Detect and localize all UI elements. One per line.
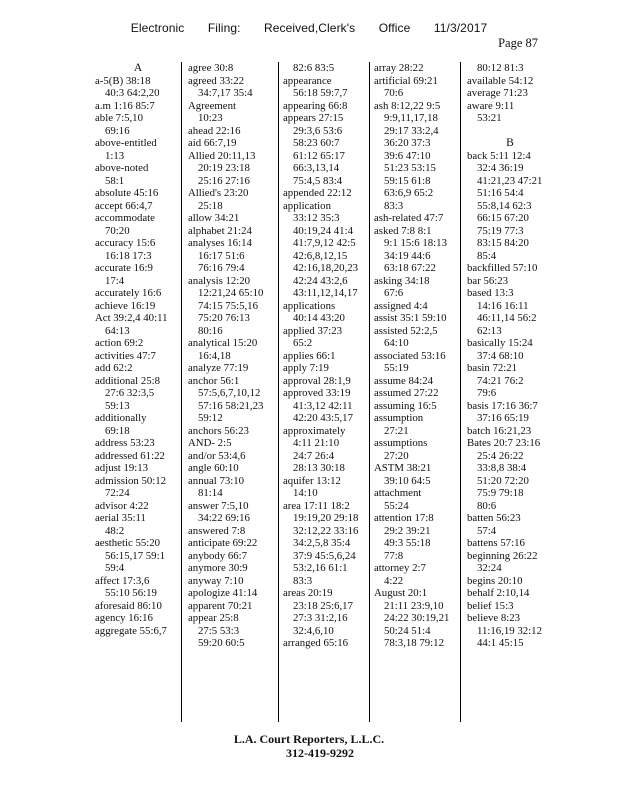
index-entry: applies 66:1 bbox=[283, 349, 336, 362]
index-entry: asking 34:18 bbox=[374, 274, 430, 287]
index-continuation: 63:6,9 65:2 bbox=[384, 187, 434, 199]
index-entry: begins 20:10 bbox=[467, 574, 523, 587]
index-column bbox=[467, 62, 553, 650]
index-continuation: 59:15 61:8 bbox=[384, 174, 431, 187]
header-received: Received,Clerk's bbox=[264, 21, 356, 35]
header-filing: Filing: bbox=[207, 21, 241, 35]
index-entry: aid 66:7,19 bbox=[188, 137, 237, 149]
index-continuation: 9:9,11,17,18 bbox=[384, 112, 438, 124]
index-entry: area 17:11 18:2 bbox=[283, 499, 350, 512]
index-entry: anymore 30:9 bbox=[188, 562, 248, 574]
index-entry: allow 34:21 bbox=[188, 212, 240, 224]
index-continuation: 76:16 79:4 bbox=[198, 262, 245, 274]
index-continuation: 24:7 26:4 bbox=[293, 449, 335, 462]
index-entry: attorney 2:7 bbox=[374, 562, 426, 574]
index-entry: basin 72:21 bbox=[467, 362, 518, 374]
column-divider bbox=[181, 62, 182, 722]
index-continuation: 55:8,14 62:3 bbox=[477, 199, 532, 212]
index-entry: address 53:23 bbox=[95, 437, 155, 449]
index-continuation: 10:23 bbox=[198, 112, 223, 124]
index-continuation: 16:18 17:3 bbox=[105, 249, 152, 262]
index-continuation: 29:17 33:2,4 bbox=[384, 124, 439, 137]
index-continuation: 33:8,8 38:4 bbox=[477, 462, 527, 474]
index-entry: above-entitled bbox=[95, 137, 157, 149]
index-continuation: 25:18 bbox=[198, 199, 223, 212]
index-column bbox=[374, 62, 460, 650]
index-continuation: 64:10 bbox=[384, 337, 409, 349]
index-entry: anchors 56:23 bbox=[188, 424, 249, 437]
index-entry: addressed 61:22 bbox=[95, 449, 165, 462]
index-entry: apply 7:19 bbox=[283, 362, 329, 374]
index-continuation: 80:12 81:3 bbox=[477, 62, 524, 74]
footer-phone: 312-419-9292 bbox=[286, 746, 354, 760]
index-continuation: 67:6 bbox=[384, 287, 404, 299]
index-entry: application bbox=[283, 199, 331, 212]
index-entry: aquifer 13:12 bbox=[283, 474, 341, 487]
index-entry: attention 17:8 bbox=[374, 512, 434, 524]
index-entry: anybody 66:7 bbox=[188, 549, 248, 562]
index-entry: applied 37:23 bbox=[283, 324, 343, 337]
index-entry: approved 33:19 bbox=[283, 387, 351, 399]
index-entry: ASTM 38:21 bbox=[374, 462, 432, 474]
index-continuation: 41:7,9,12 42:5 bbox=[293, 237, 356, 249]
index-continuation: 42:16,18,20,23 bbox=[293, 262, 359, 274]
index-continuation: 1:13 bbox=[105, 149, 125, 162]
index-continuation: 25:4 26:22 bbox=[477, 449, 524, 462]
index-entry: based 13:3 bbox=[467, 287, 514, 299]
index-continuation: 32:4 36:19 bbox=[477, 162, 524, 174]
index-continuation: 32:24 bbox=[477, 562, 502, 574]
index-entry: appear 25:8 bbox=[188, 612, 239, 624]
index-continuation: 16:17 51:6 bbox=[198, 249, 245, 262]
index-entry: agreed 33:22 bbox=[188, 74, 245, 87]
index-entry: assigned 4:4 bbox=[374, 299, 428, 312]
efiling-header bbox=[0, 21, 618, 35]
header-date: 11/3/2017 bbox=[433, 21, 488, 35]
index-entry: accept 66:4,7 bbox=[95, 199, 153, 212]
index-entry: anchor 56:1 bbox=[188, 374, 240, 387]
index-entry: batten 56:23 bbox=[467, 512, 521, 524]
index-entry: Bates 20:7 23:16 bbox=[467, 437, 541, 449]
index-continuation: 58:1 bbox=[105, 174, 125, 187]
index-entry: appearing 66:8 bbox=[283, 99, 348, 112]
index-entry: applications bbox=[283, 299, 336, 312]
index-entry: assume 84:24 bbox=[374, 374, 434, 387]
index-continuation: 14:10 bbox=[293, 487, 318, 499]
index-entry: advisor 4:22 bbox=[95, 499, 149, 512]
index-entry: assumption bbox=[374, 412, 424, 424]
page-number: Page 87 bbox=[498, 36, 538, 50]
index-continuation: 69:16 bbox=[105, 124, 130, 137]
index-entry: analyses 16:14 bbox=[188, 237, 252, 249]
index-entry: achieve 16:19 bbox=[95, 299, 156, 312]
index-column bbox=[95, 62, 181, 637]
index-continuation: 20:19 23:18 bbox=[198, 162, 250, 174]
index-continuation: 34:22 69:16 bbox=[198, 512, 250, 524]
index-entry: and/or 53:4,6 bbox=[188, 449, 246, 462]
index-continuation: 80:16 bbox=[198, 324, 223, 337]
index-entry: apparent 70:21 bbox=[188, 599, 253, 612]
index-entry: batch 16:21,23 bbox=[467, 424, 532, 437]
index-entry: assuming 16:5 bbox=[374, 399, 437, 412]
index-continuation: 34:7,17 35:4 bbox=[198, 87, 253, 99]
index-continuation: 61:12 65:17 bbox=[293, 149, 345, 162]
index-entry: available 54:12 bbox=[467, 74, 534, 87]
index-continuation: 42:20 43:5,17 bbox=[293, 412, 353, 424]
index-continuation: 70:6 bbox=[384, 87, 404, 99]
index-entry: assumptions bbox=[374, 437, 428, 449]
index-continuation: 74:21 76:2 bbox=[477, 374, 524, 387]
index-continuation: 83:3 bbox=[384, 199, 404, 212]
index-entry: aforesaid 86:10 bbox=[95, 599, 162, 612]
index-entry: adjust 19:13 bbox=[95, 462, 149, 474]
index-entry: August 20:1 bbox=[374, 587, 428, 599]
index-continuation: 21:11 23:9,10 bbox=[384, 599, 444, 612]
index-continuation: 53:2,16 61:1 bbox=[293, 562, 348, 574]
index-entry: average 71:23 bbox=[467, 87, 528, 99]
index-entry: attachment bbox=[374, 487, 422, 499]
index-entry: asked 7:8 8:1 bbox=[374, 224, 432, 237]
index-continuation: 44:1 45:15 bbox=[477, 637, 524, 649]
index-continuation: 29:3,6 53:6 bbox=[293, 124, 343, 137]
index-continuation: 70:20 bbox=[105, 224, 130, 237]
index-continuation: 34:2,5,8 35:4 bbox=[293, 537, 351, 549]
index-continuation: 79:6 bbox=[477, 387, 497, 399]
footer bbox=[0, 732, 618, 760]
index-entry: additional 25:8 bbox=[95, 374, 161, 387]
index-entry: assisted 52:2,5 bbox=[374, 324, 438, 337]
index-continuation: 39:10 64:5 bbox=[384, 474, 431, 487]
index-entry: accurate 16:9 bbox=[95, 262, 153, 274]
index-entry: anyway 7:10 bbox=[188, 574, 244, 587]
index-entry: arranged 65:16 bbox=[283, 637, 349, 649]
index-entry: analyze 77:19 bbox=[188, 362, 249, 374]
index-entry: aware 9:11 bbox=[467, 99, 515, 112]
index-entry: agree 30:8 bbox=[188, 62, 234, 74]
index-column bbox=[283, 62, 369, 650]
index-entry: belief 15:3 bbox=[467, 599, 514, 612]
index-entry: artificial 69:21 bbox=[374, 74, 438, 87]
index-continuation: 11:16,19 32:12 bbox=[477, 624, 542, 637]
word-index bbox=[87, 62, 543, 722]
index-entry: ash 8:12,22 9:5 bbox=[374, 99, 441, 112]
index-continuation: 55:19 bbox=[384, 362, 409, 374]
header-office: Office bbox=[378, 21, 411, 35]
index-continuation: 12:21,24 65:10 bbox=[198, 287, 264, 299]
index-continuation: 64:13 bbox=[105, 324, 130, 337]
index-continuation: 27:5 53:3 bbox=[198, 624, 240, 637]
index-entry: affect 17:3,6 bbox=[95, 574, 150, 587]
index-entry: associated 53:16 bbox=[374, 349, 446, 362]
index-continuation: 80:6 bbox=[477, 499, 497, 512]
index-continuation: 29:2 39:21 bbox=[384, 524, 431, 537]
index-continuation: 55:24 bbox=[384, 499, 409, 512]
index-continuation: 65:2 bbox=[293, 337, 313, 349]
index-continuation: 23:18 25:6,17 bbox=[293, 599, 353, 612]
index-entry: back 5:11 12:4 bbox=[467, 149, 531, 162]
index-entry: array 28:22 bbox=[374, 62, 424, 74]
index-entry: admission 50:12 bbox=[95, 474, 167, 487]
index-entry: apologize 41:14 bbox=[188, 587, 258, 599]
index-continuation: 39:6 47:10 bbox=[384, 149, 431, 162]
index-continuation: 75:4,5 83:4 bbox=[293, 174, 343, 187]
index-entry: angle 60:10 bbox=[188, 462, 239, 474]
column-divider bbox=[460, 62, 461, 722]
index-continuation: 42:24 43:2,6 bbox=[293, 274, 348, 287]
index-entry: approximately bbox=[283, 424, 346, 437]
index-entry: ash-related 47:7 bbox=[374, 212, 444, 224]
index-entry: action 69:2 bbox=[95, 337, 144, 349]
index-entry: AND- 2:5 bbox=[188, 437, 232, 449]
index-continuation: 43:11,12,14,17 bbox=[293, 287, 358, 299]
index-continuation: 82:6 83:5 bbox=[293, 62, 335, 74]
index-continuation: 48:2 bbox=[105, 524, 125, 537]
index-continuation: 75:9 79:18 bbox=[477, 487, 524, 499]
index-entry: anticipate 69:22 bbox=[188, 537, 258, 549]
index-entry: bar 56:23 bbox=[467, 274, 509, 287]
index-continuation: 42:6,8,12,15 bbox=[293, 249, 348, 262]
index-continuation: 59:13 bbox=[105, 399, 130, 412]
index-continuation: 46:11,14 56:2 bbox=[477, 312, 537, 324]
index-continuation: 56:18 59:7,7 bbox=[293, 87, 348, 99]
index-entry: basis 17:16 36:7 bbox=[467, 399, 538, 412]
index-entry: analysis 12:20 bbox=[188, 274, 251, 287]
index-entry: Act 39:2,4 40:11 bbox=[95, 312, 168, 324]
index-continuation: 59:20 60:5 bbox=[198, 637, 245, 649]
index-entry: ahead 22:16 bbox=[188, 124, 241, 137]
index-entry: analytical 15:20 bbox=[188, 337, 258, 349]
index-continuation: 41:21,23 47:21 bbox=[477, 174, 543, 187]
index-entry: aesthetic 55:20 bbox=[95, 537, 161, 549]
index-continuation: 14:16 16:11 bbox=[477, 299, 529, 312]
index-continuation: 9:1 15:6 18:13 bbox=[384, 237, 447, 249]
index-continuation: 51:23 53:15 bbox=[384, 162, 436, 174]
index-continuation: 75:19 77:3 bbox=[477, 224, 524, 237]
index-continuation: 19:19,20 29:18 bbox=[293, 512, 359, 524]
index-column bbox=[188, 62, 278, 650]
column-divider bbox=[278, 62, 279, 722]
index-entry: beginning 26:22 bbox=[467, 549, 538, 562]
index-continuation: 40:19,24 41:4 bbox=[293, 224, 353, 237]
index-continuation: 4:22 bbox=[384, 574, 404, 587]
index-continuation: 32:12,22 33:16 bbox=[293, 524, 359, 537]
index-continuation: 37:9 45:5,6,24 bbox=[293, 549, 356, 562]
index-continuation: 63:18 67:22 bbox=[384, 262, 436, 274]
index-entry: battens 57:16 bbox=[467, 537, 525, 549]
index-continuation: 37:16 65:19 bbox=[477, 412, 529, 424]
index-entry: aggregate 55:6,7 bbox=[95, 624, 167, 637]
index-entry: additionally bbox=[95, 412, 147, 424]
index-continuation: 41:3,12 42:11 bbox=[293, 399, 353, 412]
index-continuation: 37:4 68:10 bbox=[477, 349, 524, 362]
header-electronic: Electronic bbox=[130, 21, 185, 35]
index-continuation: 66:3,13,14 bbox=[293, 162, 340, 174]
index-continuation: 72:24 bbox=[105, 487, 130, 499]
index-continuation: 62:13 bbox=[477, 324, 502, 337]
index-continuation: 85:4 bbox=[477, 249, 497, 262]
index-continuation: 59:4 bbox=[105, 562, 125, 574]
index-continuation: 40:3 64:2,20 bbox=[105, 87, 160, 99]
index-continuation: 40:14 43:20 bbox=[293, 312, 345, 324]
index-continuation: 24:22 30:19,21 bbox=[384, 612, 450, 624]
index-continuation: 74:15 75:5,16 bbox=[198, 299, 258, 312]
index-entry: accurately 16:6 bbox=[95, 287, 162, 299]
index-continuation: 83:3 bbox=[293, 574, 313, 587]
index-continuation: 81:14 bbox=[198, 487, 223, 499]
index-continuation: 51:20 72:20 bbox=[477, 474, 529, 487]
index-entry: able 7:5,10 bbox=[95, 112, 143, 124]
index-continuation: 58:23 60:7 bbox=[293, 137, 340, 149]
index-continuation: 57:4 bbox=[477, 524, 497, 537]
index-entry: absolute 45:16 bbox=[95, 187, 159, 199]
index-entry: answer 7:5,10 bbox=[188, 499, 249, 512]
index-continuation: 55:10 56:19 bbox=[105, 587, 157, 599]
section-letter: A bbox=[133, 62, 143, 74]
index-continuation: 75:20 76:13 bbox=[198, 312, 250, 324]
index-entry: believe 8:23 bbox=[467, 612, 521, 624]
index-entry: appears 27:15 bbox=[283, 112, 344, 124]
index-entry: answered 7:8 bbox=[188, 524, 246, 537]
index-continuation: 69:18 bbox=[105, 424, 130, 437]
index-entry: accommodate bbox=[95, 212, 155, 224]
index-continuation: 27:21 bbox=[384, 424, 409, 437]
index-continuation: 53:21 bbox=[477, 112, 502, 124]
index-entry: approval 28:1,9 bbox=[283, 374, 351, 387]
index-continuation: 34:19 44:6 bbox=[384, 249, 431, 262]
index-entry: Allied 20:11,13 bbox=[188, 149, 256, 162]
index-entry: appended 22:12 bbox=[283, 187, 352, 199]
index-entry: alphabet 21:24 bbox=[188, 224, 252, 237]
index-continuation: 33:12 35:3 bbox=[293, 212, 340, 224]
index-entry: accuracy 15:6 bbox=[95, 237, 156, 249]
index-entry: backfilled 57:10 bbox=[467, 262, 538, 274]
index-entry: aerial 35:11 bbox=[95, 512, 146, 524]
index-entry: assumed 27:22 bbox=[374, 387, 439, 399]
index-continuation: 50:24 51:4 bbox=[384, 624, 431, 637]
index-entry: appearance bbox=[283, 74, 332, 87]
index-entry: above-noted bbox=[95, 162, 149, 174]
index-entry: a.m 1:16 85:7 bbox=[95, 99, 155, 112]
index-continuation: 36:20 37:3 bbox=[384, 137, 431, 149]
index-continuation: 51:16 54:4 bbox=[477, 187, 524, 199]
index-continuation: 59:12 bbox=[198, 412, 223, 424]
index-continuation: 56:15,17 59:1 bbox=[105, 549, 165, 562]
index-continuation: 17:4 bbox=[105, 274, 125, 287]
index-entry: activities 47:7 bbox=[95, 349, 156, 362]
index-entry: Agreement bbox=[188, 99, 236, 112]
index-entry: areas 20:19 bbox=[283, 587, 333, 599]
index-continuation: 32:4,6,10 bbox=[293, 624, 334, 637]
index-continuation: 57:5,6,7,10,12 bbox=[198, 387, 261, 399]
index-entry: assist 35:1 59:10 bbox=[374, 312, 447, 324]
footer-company: L.A. Court Reporters, L.L.C. bbox=[233, 732, 385, 746]
index-continuation: 77:8 bbox=[384, 549, 404, 562]
index-entry: Allied's 23:20 bbox=[188, 187, 249, 199]
index-continuation: 27:6 32:3,5 bbox=[105, 387, 155, 399]
index-continuation: 25:16 27:16 bbox=[198, 174, 250, 187]
index-continuation: 83:15 84:20 bbox=[477, 237, 529, 249]
section-letter: B bbox=[506, 137, 514, 149]
index-continuation: 4:11 21:10 bbox=[293, 437, 340, 449]
column-divider bbox=[369, 62, 370, 722]
index-entry: add 62:2 bbox=[95, 362, 133, 374]
index-continuation: 49:3 55:18 bbox=[384, 537, 431, 549]
index-entry: agency 16:16 bbox=[95, 612, 153, 624]
index-entry: a-5(B) 38:18 bbox=[95, 74, 151, 87]
index-continuation: 27:20 bbox=[384, 449, 409, 462]
index-continuation: 16:4,18 bbox=[198, 349, 231, 362]
index-continuation: 28:13 30:18 bbox=[293, 462, 345, 474]
index-entry: behalf 2:10,14 bbox=[467, 587, 530, 599]
index-entry: annual 73:10 bbox=[188, 474, 245, 487]
index-entry: basically 15:24 bbox=[467, 337, 533, 349]
index-entry bbox=[467, 125, 553, 138]
index-continuation: 57:16 58:21,23 bbox=[198, 399, 264, 412]
index-continuation: 27:3 31:2,16 bbox=[293, 612, 348, 624]
index-continuation: 78:3,18 79:12 bbox=[384, 637, 444, 649]
index-continuation: 66:15 67:20 bbox=[477, 212, 529, 224]
